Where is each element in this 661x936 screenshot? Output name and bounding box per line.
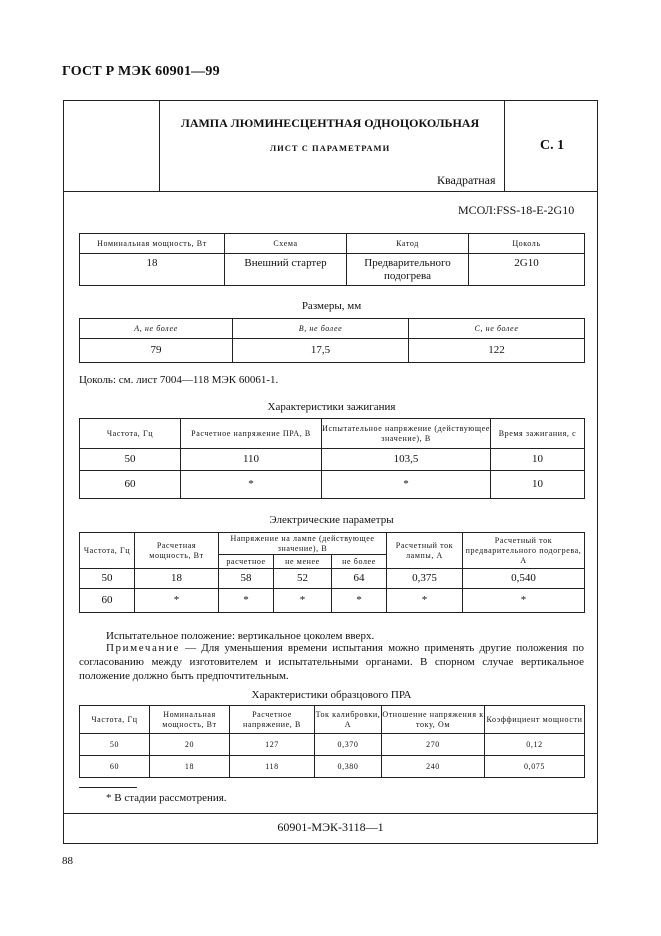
table-cell: 2G10 xyxy=(469,254,585,286)
footer-line xyxy=(64,813,597,814)
sheet-number: С. 1 xyxy=(540,138,565,153)
table-cell: 18 xyxy=(150,756,230,778)
table-cell: * xyxy=(135,589,219,613)
table-cell: 52 xyxy=(274,569,332,589)
sheet-identifier: 60901-МЭК-3118—1 xyxy=(277,820,384,834)
table-cell: * xyxy=(463,589,585,613)
table-cell: * xyxy=(332,589,387,613)
note-text: — Для уменьшения времени испытания можно применять другие положения по согласованию между изготовителем и испытательными органами. В спорном случае вертикальное положение должно быть предпочтительным. xyxy=(79,642,585,682)
sheet-title: ЛАМПА ЛЮМИНЕСЦЕНТНАЯ ОДНОЦОКОЛЬНАЯ xyxy=(180,116,480,130)
table-cell: 18 xyxy=(135,569,219,589)
table-cell: 110 xyxy=(181,449,322,471)
ballast-title: Характеристики образцового ПРА xyxy=(251,689,412,701)
table-cell: 18 xyxy=(80,254,225,286)
table-cell: 240 xyxy=(382,756,485,778)
standard-header: ГОСТ Р МЭК 60901—99 xyxy=(62,64,220,79)
table-cell: 60 xyxy=(80,756,150,778)
header-cell: Коэффициент мощности xyxy=(485,706,585,734)
table-cell: * xyxy=(274,589,332,613)
table-cell: 17,5 xyxy=(233,339,409,363)
header-cell: не менее xyxy=(274,555,332,569)
table-cell: 64 xyxy=(332,569,387,589)
table-cell: * xyxy=(387,589,463,613)
header-cell: Напряжение на лампе (действующее значение), В xyxy=(219,533,387,555)
dimensions-title: Размеры, мм xyxy=(301,300,362,312)
header-cell: Схема xyxy=(225,234,347,254)
note-label: Примечание xyxy=(106,642,180,654)
table-cell: 0,375 xyxy=(387,569,463,589)
titleblock-bottom-line xyxy=(64,191,597,192)
header-cell: Номинальная мощность, Вт xyxy=(150,706,230,734)
test-position-note: Испытательное положение: вертикальное цоколем вверх. xyxy=(106,630,375,642)
table-cell: 127 xyxy=(230,734,315,756)
page-number: 88 xyxy=(62,855,73,867)
table-cell: 118 xyxy=(230,756,315,778)
electrical-title: Электрические параметры xyxy=(269,514,394,526)
header-cell: Цоколь xyxy=(469,234,585,254)
header-cell: Частота, Гц xyxy=(80,533,135,569)
table-cell: 79 xyxy=(80,339,233,363)
header-cell: Испытательное напряжение (действующее значение), В xyxy=(322,419,491,449)
table-cell: 60 xyxy=(80,471,181,499)
header-cell: Катод xyxy=(347,234,469,254)
table-cell: 60 xyxy=(80,589,135,613)
table-cell: 270 xyxy=(382,734,485,756)
table-cell: 0,540 xyxy=(463,569,585,589)
header-cell: Ток калибровки, А xyxy=(315,706,382,734)
header-cell: Частота, Гц xyxy=(80,419,181,449)
table-cell: Предварительного подогрева xyxy=(347,254,469,286)
ballast-table xyxy=(79,705,585,778)
dimensions-table xyxy=(79,318,585,363)
table-cell: 10 xyxy=(491,471,585,499)
table-cell: 0,380 xyxy=(315,756,382,778)
titleblock-divider-right xyxy=(504,101,505,191)
note-paragraph xyxy=(79,641,584,683)
table-cell: 20 xyxy=(150,734,230,756)
table-cell: 10 xyxy=(491,449,585,471)
table-cell: 103,5 xyxy=(322,449,491,471)
footnote-rule xyxy=(79,787,137,788)
table-cell: Внешний стартер xyxy=(225,254,347,286)
header-cell: A, не более xyxy=(80,319,233,339)
header-cell: расчетное xyxy=(219,555,274,569)
table-cell: 0,075 xyxy=(485,756,585,778)
header-cell: Время зажигания, с xyxy=(491,419,585,449)
header-cell: Номинальная мощность, Вт xyxy=(80,234,225,254)
general-table xyxy=(79,233,585,286)
lamp-shape: Квадратная xyxy=(437,173,496,187)
table-cell: 0,12 xyxy=(485,734,585,756)
header-cell: Частота, Гц xyxy=(80,706,150,734)
ignition-table xyxy=(79,418,585,499)
table-cell: 50 xyxy=(80,449,181,471)
table-cell: 50 xyxy=(80,734,150,756)
table-cell: * xyxy=(322,471,491,499)
table-cell: 50 xyxy=(80,569,135,589)
cap-note: Цоколь: см. лист 7004—118 МЭК 60061-1. xyxy=(79,374,279,386)
table-cell: 0,370 xyxy=(315,734,382,756)
sheet-subtitle: ЛИСТ С ПАРАМЕТРАМИ xyxy=(269,143,391,153)
electrical-table xyxy=(79,532,585,613)
header-cell: Расчетный ток лампы, А xyxy=(387,533,463,569)
table-cell: 122 xyxy=(409,339,585,363)
table-cell: 58 xyxy=(219,569,274,589)
table-cell: * xyxy=(219,589,274,613)
table-cell: * xyxy=(181,471,322,499)
header-cell: Расчетное напряжение, В xyxy=(230,706,315,734)
header-cell: C, не более xyxy=(409,319,585,339)
header-cell: не более xyxy=(332,555,387,569)
ignition-title: Характеристики зажигания xyxy=(267,401,396,413)
header-cell: Расчетное напряжение ПРА, В xyxy=(181,419,322,449)
footnote: * В стадии рассмотрения. xyxy=(106,792,227,804)
header-cell: B, не более xyxy=(233,319,409,339)
header-cell: Отношение напряжения к току, Ом xyxy=(382,706,485,734)
header-cell: Расчетная мощность, Вт xyxy=(135,533,219,569)
header-cell: Расчетный ток предварительного подогрева, А xyxy=(463,533,585,569)
lamp-designation: МСОЛ:FSS-18-E-2G10 xyxy=(458,203,575,217)
